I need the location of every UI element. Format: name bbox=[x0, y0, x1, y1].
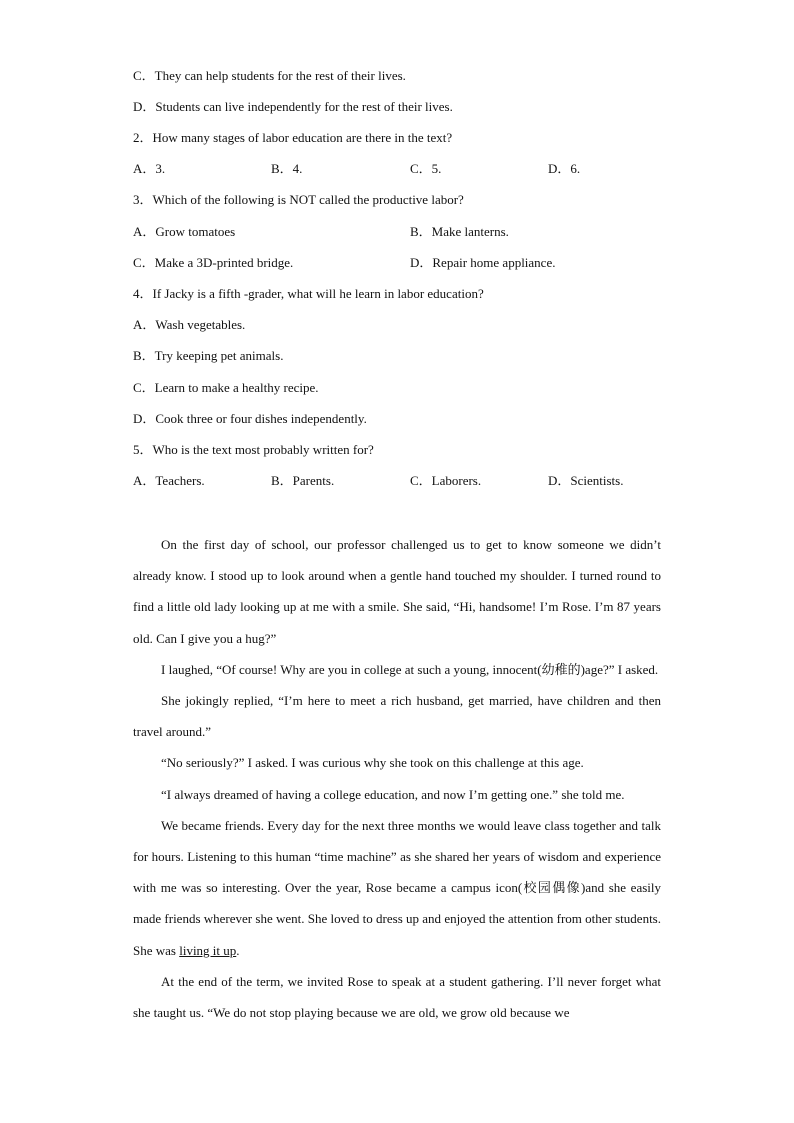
q3-option-c: C．Make a 3D-printed bridge. bbox=[133, 255, 294, 270]
reading-passage bbox=[133, 529, 661, 1028]
q2-options bbox=[133, 161, 653, 177]
q5-option-c: C．Laborers. bbox=[410, 473, 482, 488]
q3-options-row2 bbox=[133, 255, 653, 271]
q4-option-d: D．Cook three or four dishes independently. bbox=[133, 411, 367, 426]
passage-paragraph-7: At the end of the term, we invited Rose to speak at a student gathering. I’ll never forget what she taught us. “We do not stop playing because we are old, we grow old because we bbox=[133, 973, 661, 1021]
q5-options bbox=[133, 473, 653, 489]
q2-option-b: B．4. bbox=[271, 161, 303, 176]
q4-stem: 4．If Jacky is a fifth -grader, what will he learn in labor education? bbox=[133, 286, 484, 301]
passage-paragraph-5: “I always dreamed of having a college education, and now I’m getting one.” she told me. bbox=[161, 786, 625, 802]
q2-option-d: D．6. bbox=[548, 161, 581, 176]
q2-stem: 2．How many stages of labor education are there in the text? bbox=[133, 130, 453, 145]
passage-paragraph-3: She jokingly replied, “I’m here to meet a rich husband, get married, have children and then travel around.” bbox=[133, 693, 661, 740]
q3-option-d: D．Repair home appliance. bbox=[410, 255, 556, 270]
q3-options-row1 bbox=[133, 224, 653, 240]
q5-stem: 5．Who is the text most probably written for? bbox=[133, 442, 374, 457]
passage-paragraph-1: On the first day of school, our professor challenged us to get to know someone we didn’t already know. I stood up to look around when a gentle hand touched my shoulder. I turned round to find a little old lady looking up at me with a smile. She said, “Hi, handsome! I’m Rose. I’m 87 years old. Can I give you a hug?” bbox=[133, 537, 661, 646]
q5-option-d: D．Scientists. bbox=[548, 473, 624, 488]
q2-option-c: C．5. bbox=[410, 161, 442, 176]
passage-paragraph-6-end: . bbox=[236, 942, 240, 958]
q3-option-b: B．Make lanterns. bbox=[410, 224, 509, 239]
q2-option-a: A．3. bbox=[133, 161, 166, 176]
passage-paragraph-6-text: We became friends. Every day for the next three months we would leave class together and talk for hours. Listening to this human “time machine” as she shared her years of wisdom and experience with me was so interesting. Over the year, Rose became a campus icon(校园偶像)and she easily made friends wherever she went. She loved to dress up and enjoyed the attention from other students. She was bbox=[133, 817, 661, 958]
passage-paragraph-2: I laughed, “Of course! Why are you in college at such a young, innocent(幼稚的)age?” I asked. bbox=[161, 661, 659, 677]
q4-option-b: B．Try keeping pet animals. bbox=[133, 348, 284, 363]
passage-paragraph-4: “No seriously?” I asked. I was curious why she took on this challenge at this age. bbox=[161, 755, 584, 771]
q1-option-c: C．They can help students for the rest of their lives. bbox=[133, 68, 406, 83]
q3-option-a: A．Grow tomatoes bbox=[133, 224, 236, 239]
passage-paragraph-6 bbox=[133, 810, 661, 966]
q5-option-b: B．Parents. bbox=[271, 473, 335, 488]
q3-stem: 3．Which of the following is NOT called the productive labor? bbox=[133, 192, 464, 207]
q5-option-a: A．Teachers. bbox=[133, 473, 205, 488]
q1-option-d: D．Students can live independently for the rest of their lives. bbox=[133, 99, 453, 114]
underlined-phrase: living it up bbox=[179, 942, 237, 958]
q4-option-c: C．Learn to make a healthy recipe. bbox=[133, 380, 319, 395]
q4-option-a: A．Wash vegetables. bbox=[133, 317, 246, 332]
